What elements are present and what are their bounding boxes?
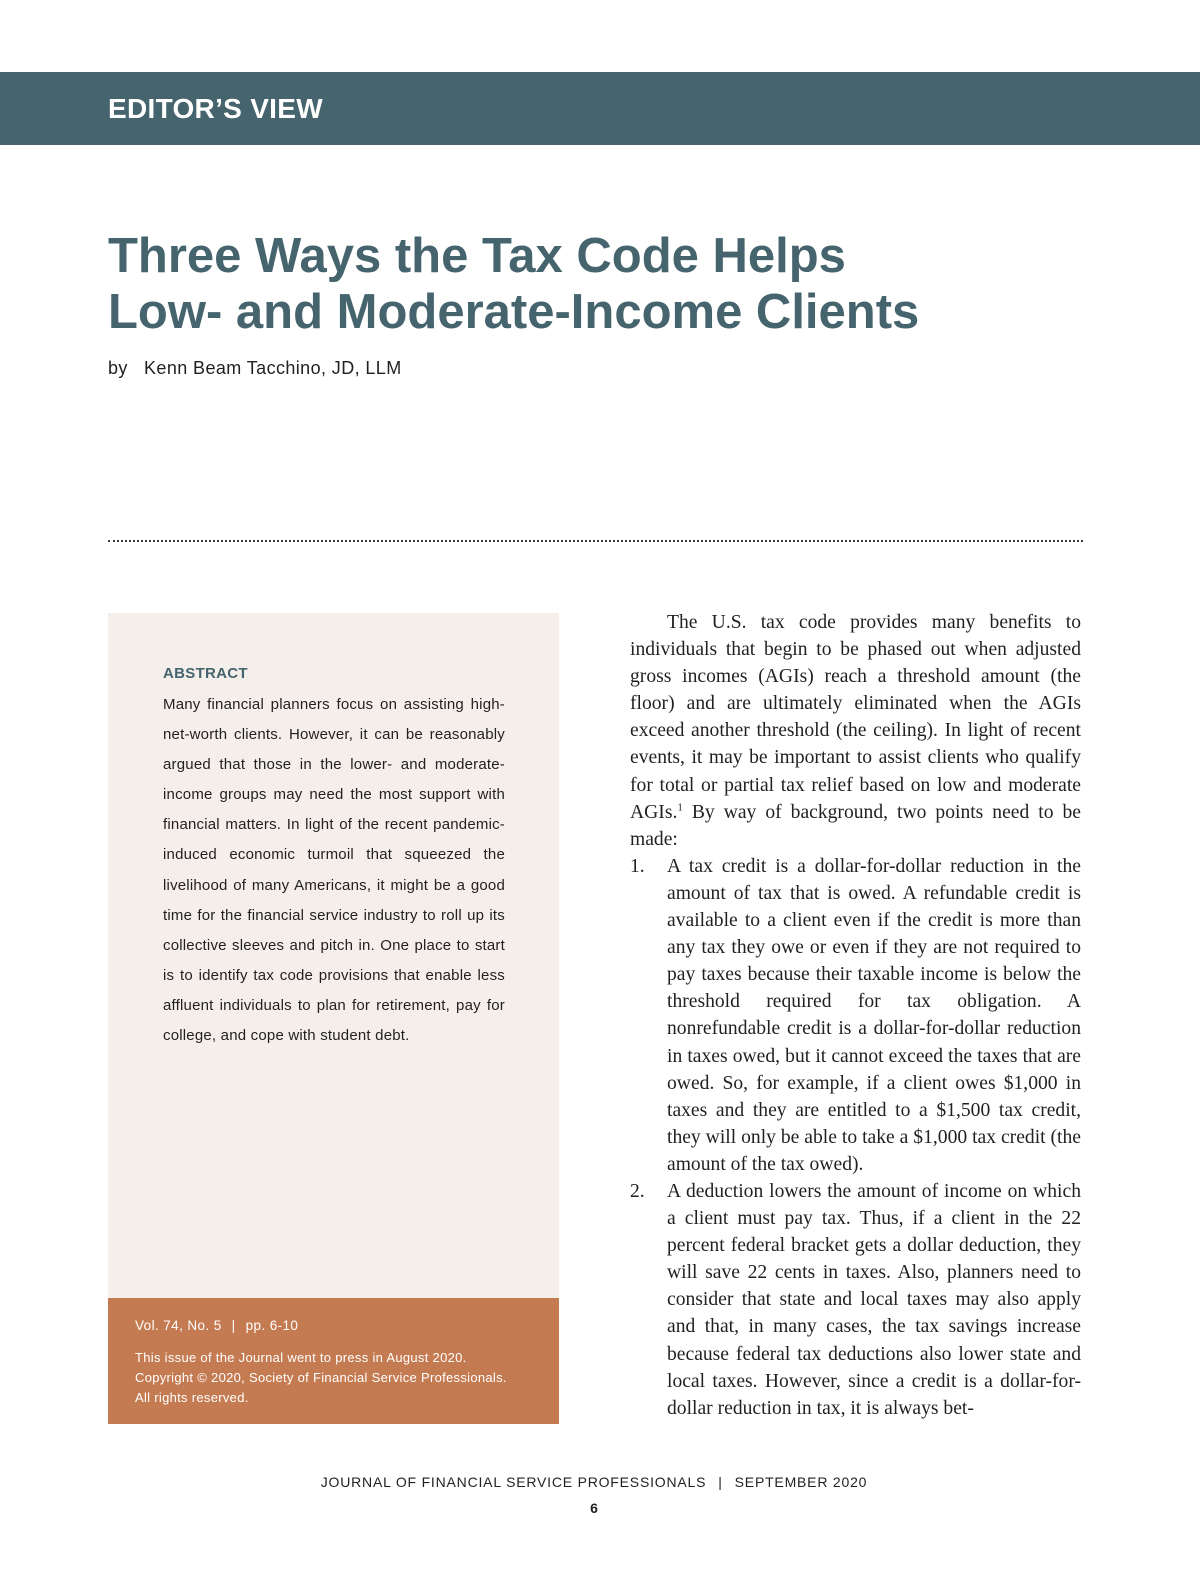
press-note-line: This issue of the Journal went to press in August 2020. [135,1350,467,1365]
issue-volume-line [135,1318,298,1333]
list-item-text: A tax credit is a dollar-for-dollar reduction in the amount of tax that is owed. A refundable credit is available to a client even if the credit is more than any tax they owe or even if they are not required to pay taxes because their taxable income is below the threshold required for tax obligation. A nonrefundable credit is a dollar-for-dollar reduction in taxes owed, but it cannot exceed the taxes that are owed. So, for example, if a client owes $1,000 in taxes and they are entitled to a $1,500 tax credit, they will only be able to take a $1,000 tax credit (the amount of the tax owed). [667,855,1081,1175]
intro-text: The U.S. tax code provides many benefits to individuals that begin to be phased out when adjusted gross incomes (AGIs) reach a threshold amount (the floor) and are ultimately eliminated when the AGIs exceed another threshold (the ceiling). In light of recent events, it may be important to assist clients who qualify for total or partial tax relief based on low and moderate AGIs. [630,612,1081,823]
list-item [630,853,1081,1178]
journal-name: JOURNAL OF FINANCIAL SERVICE PROFESSIONALS [320,1474,707,1490]
issue-date: SEPTEMBER 2020 [734,1474,868,1490]
article-title-line-1: Three Ways the Tax Code Helps [108,229,846,283]
copyright-line: Copyright © 2020, Society of Financial Service Professionals. [135,1370,507,1385]
intro-tail-text: By way of background, two points need to be made: [630,801,1081,850]
press-note [135,1348,545,1408]
article-title [108,228,1108,340]
issue-pages: pp. 6-10 [245,1318,299,1333]
author-name: Kenn Beam Tacchino, JD, LLM [144,358,402,378]
list-item-number: 1. [630,855,645,877]
list-item-text: A deduction lowers the amount of income on which a client must pay tax. Thus, if a client in the 22 percent federal bracket gets a dollar deduction, they will save 22 cents in taxes. Also, planners need to consider that state and local taxes may also apply and that, in many cases, the tax savings increase because federal tax deductions also lower state and local taxes. However, since a credit is a dollar-for-dollar reduction in tax, it is always bet- [667,1180,1081,1419]
byline [108,358,402,379]
page-number: 6 [590,1500,598,1516]
intro-paragraph [630,609,1081,853]
points-list [630,853,1081,1422]
footer-separator: | [718,1474,723,1490]
issue-separator: | [231,1318,236,1333]
dotted-divider [108,540,1083,542]
issue-info-box [108,1298,559,1424]
issue-volume: Vol. 74, No. 5 [135,1318,222,1333]
page-footer [0,1474,1188,1490]
byline-prefix: by [108,358,128,378]
rights-line: All rights reserved. [135,1390,249,1405]
article-title-line-2: Low- and Moderate-Income Clients [108,285,920,339]
abstract-text: Many financial planners focus on assisting high-net-worth clients. However, it can be reasonably argued that those in the lower- and moderate-income groups may need the most support with financial matters. In light of the recent pandemic-induced economic turmoil that squeezed the livelihood of many Americans, it might be a good time for the financial service industry to roll up its collective sleeves and pitch in. One place to start is to identify tax code provisions that enable less affluent individuals to plan for retirement, pay for college, and cope with student debt. [163,696,505,1045]
list-item [630,1178,1081,1422]
abstract-heading: ABSTRACT [163,665,248,682]
section-label: EDITOR’S VIEW [108,93,323,124]
article-body [630,609,1081,1422]
list-item-number: 2. [630,1180,645,1202]
footnote-ref: 1 [677,801,683,814]
